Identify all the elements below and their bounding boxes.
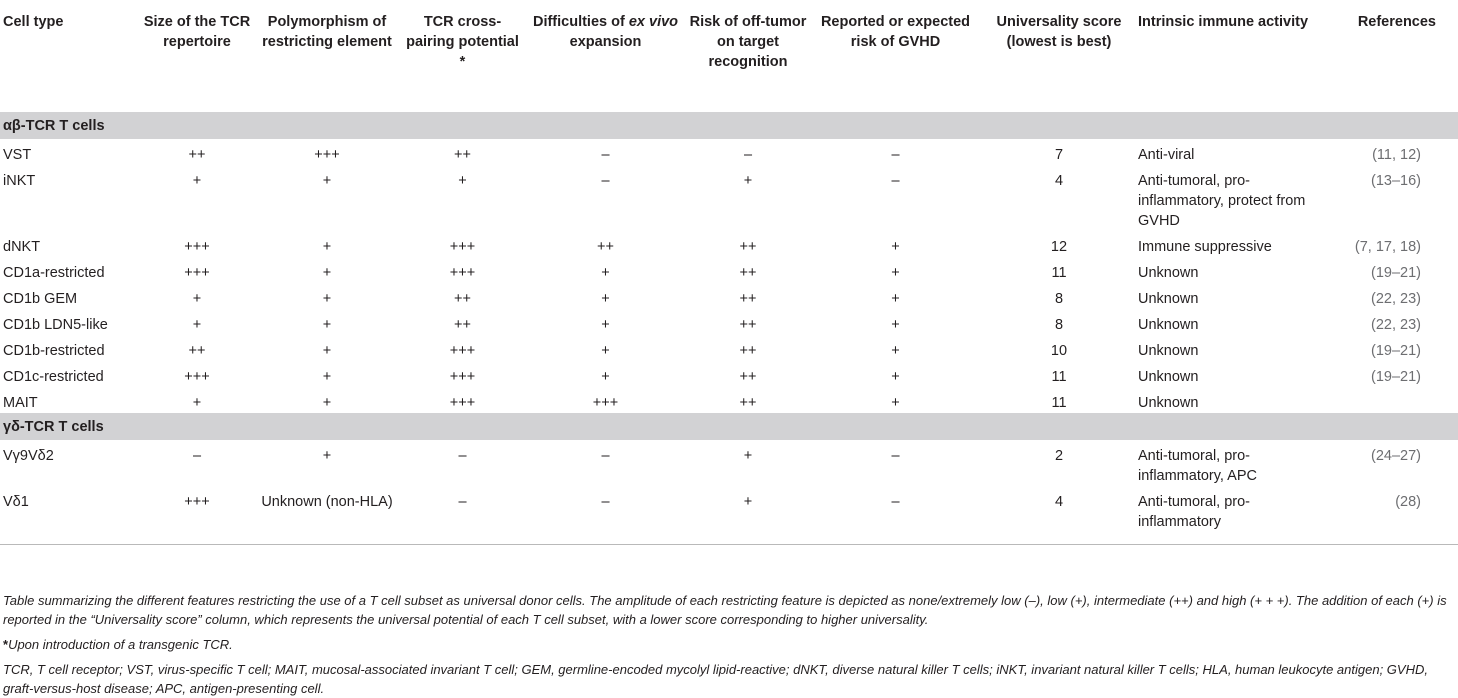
- footnote-symbol: *: [3, 637, 9, 652]
- polymorphism-value: +: [322, 265, 332, 281]
- score-value: 2: [1054, 448, 1064, 464]
- repertoire-value: +++: [184, 494, 210, 510]
- score-value: 4: [1054, 494, 1064, 510]
- table-caption: [3, 584, 1455, 698]
- gvhd-value: +: [891, 291, 900, 307]
- off-tumor-value: +: [743, 448, 753, 464]
- gvhd-value: +: [891, 343, 900, 359]
- immune-activity: Unknown: [1138, 343, 1199, 359]
- off-tumor-value: +: [743, 173, 753, 189]
- off-tumor-value: –: [743, 147, 753, 163]
- col-header-repertoire: Size of the TCR repertoire: [143, 14, 251, 50]
- cross-pairing-value: +++: [449, 239, 476, 255]
- footnote-text: Upon introduction of a transgenic TCR.: [8, 637, 233, 652]
- difficulties-value: +: [601, 369, 610, 385]
- polymorphism-value: +: [322, 448, 332, 464]
- cell-type: CD1b GEM: [3, 291, 78, 307]
- col-header-gvhd: Reported or expected risk of GVHD: [820, 14, 971, 50]
- gvhd-value: –: [891, 173, 900, 189]
- table-row: [0, 283, 1458, 309]
- polymorphism-value: +: [322, 173, 332, 189]
- repertoire-value: +: [192, 395, 202, 411]
- difficulties-value: +: [601, 291, 610, 307]
- polymorphism-value: +: [322, 369, 332, 385]
- repertoire-value: –: [192, 448, 202, 464]
- cell-type: iNKT: [3, 173, 36, 189]
- cross-pairing-value: +: [458, 173, 467, 189]
- repertoire-value: +++: [184, 265, 210, 281]
- cell-type: VST: [3, 147, 32, 163]
- table-row: [0, 440, 1458, 486]
- repertoire-value: +: [192, 173, 202, 189]
- immune-activity: Unknown: [1138, 395, 1199, 411]
- gvhd-value: –: [891, 147, 900, 163]
- immune-activity: Immune suppressive: [1138, 239, 1272, 255]
- references-value: (19–21): [1371, 369, 1421, 385]
- gvhd-value: +: [891, 369, 900, 385]
- difficulties-value: +++: [592, 395, 619, 411]
- cell-type: Vδ1: [3, 494, 29, 510]
- caption-legend: Table summarizing the different features restricting the use of a T cell subset as universal donor cells. The amplitude of each restricting feature is depicted as none/extremely low (–), low (+), intermediate (++) and high (+ + +). The addition of each (+) is reported in the “Universality score” column, which represents the universal potential of each T cell subset, with a lower score corresponding to higher universality.: [3, 593, 1447, 627]
- off-tumor-value: ++: [739, 395, 757, 411]
- gvhd-value: +: [891, 265, 900, 281]
- repertoire-value: ++: [188, 147, 206, 163]
- score-value: 7: [1054, 147, 1064, 163]
- off-tumor-value: ++: [739, 291, 757, 307]
- score-value: 11: [1051, 369, 1067, 385]
- immune-activity: Unknown: [1138, 369, 1199, 385]
- table-row: [0, 387, 1458, 413]
- section-title: αβ-TCR T cells: [0, 107, 1458, 139]
- gvhd-value: +: [891, 317, 900, 333]
- section-title: γδ-TCR T cells: [0, 413, 1458, 440]
- caption-footnote: [3, 635, 1455, 654]
- cross-pairing-value: –: [458, 448, 467, 464]
- table-row: [0, 231, 1458, 257]
- repertoire-value: +++: [184, 239, 210, 255]
- polymorphism-value: Unknown (non-HLA): [261, 494, 393, 510]
- header-row: [0, 0, 1458, 107]
- table-row: [0, 335, 1458, 361]
- cell-type: dNKT: [3, 239, 41, 255]
- difficulties-value: +: [601, 317, 610, 333]
- difficulties-value: +: [601, 265, 610, 281]
- difficulties-value: +: [601, 343, 610, 359]
- col-header-polymorphism: Polymorphism of restricting element: [262, 14, 392, 50]
- gvhd-value: +: [891, 239, 900, 255]
- references-value: (22, 23): [1371, 291, 1421, 307]
- cross-pairing-value: +++: [449, 369, 476, 385]
- table-row: [0, 165, 1458, 231]
- col-header-off-tumor: Risk of off-tumor on target recognition: [689, 14, 807, 70]
- cross-pairing-value: –: [458, 494, 467, 510]
- repertoire-value: ++: [188, 343, 206, 359]
- col-header-difficulties: Difficulties of ex vivo expansion: [532, 14, 679, 50]
- score-value: 11: [1051, 265, 1067, 281]
- polymorphism-value: +++: [314, 147, 340, 163]
- cell-type: CD1b LDN5-like: [3, 317, 108, 333]
- polymorphism-value: +: [322, 239, 332, 255]
- caption-abbreviations: TCR, T cell receptor; VST, virus-specific T cell; MAIT, mucosal-associated invariant T cell; GEM, germline-encoded mycolyl lipid-reactive; dNKT, diverse natural killer T cells; iNKT, invariant natural killer T cells; HLA, human leukocyte antigen; GVHD, graft-versus-host disease; APC, antigen-presenting cell.: [3, 662, 1428, 696]
- gvhd-value: –: [891, 494, 900, 510]
- table-row: [0, 361, 1458, 387]
- polymorphism-value: +: [322, 395, 332, 411]
- table-row: [0, 309, 1458, 335]
- score-value: 8: [1054, 317, 1064, 333]
- off-tumor-value: ++: [739, 265, 757, 281]
- references-value: (19–21): [1371, 265, 1421, 281]
- cross-pairing-value: +++: [449, 265, 476, 281]
- difficulties-value: –: [601, 448, 610, 464]
- section-header-row: [0, 413, 1458, 440]
- col-header-immune: Intrinsic immune activity: [1138, 14, 1309, 30]
- italic-term: ex vivo: [628, 14, 679, 30]
- immune-activity: Anti-tumoral, pro-inflammatory, APC: [1138, 448, 1257, 484]
- gvhd-value: +: [891, 395, 900, 411]
- cell-type: CD1b-restricted: [3, 343, 105, 359]
- cell-type: Vγ9Vδ2: [3, 448, 54, 464]
- difficulties-value: –: [601, 494, 610, 510]
- cell-type: CD1a-restricted: [3, 265, 105, 281]
- off-tumor-value: ++: [739, 369, 757, 385]
- off-tumor-value: ++: [739, 317, 757, 333]
- off-tumor-value: ++: [739, 239, 757, 255]
- table-body: [0, 107, 1458, 545]
- difficulties-value: ++: [597, 239, 614, 255]
- cell-type: CD1c-restricted: [3, 369, 104, 385]
- cross-pairing-value: +++: [449, 395, 476, 411]
- immune-activity: Unknown: [1138, 291, 1199, 307]
- table-row: [0, 139, 1458, 165]
- immune-activity: Anti-tumoral, pro-inflammatory, protect from GVHD: [1138, 173, 1306, 229]
- col-header-score: Universality score (lowest is best): [996, 14, 1122, 50]
- score-value: 8: [1054, 291, 1064, 307]
- references-value: (7, 17, 18): [1354, 239, 1421, 255]
- score-value: 11: [1051, 395, 1067, 411]
- polymorphism-value: +: [322, 343, 332, 359]
- repertoire-value: +++: [184, 369, 210, 385]
- immune-activity: Unknown: [1138, 317, 1199, 333]
- off-tumor-value: ++: [739, 343, 757, 359]
- references-value: (11, 12): [1372, 147, 1421, 163]
- references-value: (24–27): [1371, 448, 1421, 464]
- score-value: 10: [1050, 343, 1068, 359]
- references-value: (13–16): [1371, 173, 1421, 189]
- difficulties-value: –: [601, 173, 610, 189]
- immune-activity: Unknown: [1138, 265, 1199, 281]
- polymorphism-value: +: [322, 291, 332, 307]
- off-tumor-value: +: [743, 494, 753, 510]
- section-header-row: [0, 107, 1458, 139]
- cross-pairing-value: ++: [454, 147, 471, 163]
- repertoire-value: +: [192, 291, 202, 307]
- polymorphism-value: +: [322, 317, 332, 333]
- col-header-cell-type: Cell type: [3, 14, 64, 30]
- cross-pairing-value: ++: [454, 291, 471, 307]
- references-value: (22, 23): [1371, 317, 1421, 333]
- table-row: [0, 486, 1458, 545]
- immune-activity: Anti-tumoral, pro-inflammatory: [1138, 494, 1251, 530]
- score-value: 4: [1054, 173, 1064, 189]
- table-row: [0, 257, 1458, 283]
- cross-pairing-value: ++: [454, 317, 471, 333]
- immune-activity: Anti-viral: [1138, 147, 1195, 163]
- gvhd-value: –: [891, 448, 900, 464]
- score-value: 12: [1050, 239, 1068, 255]
- references-value: [1318, 387, 1458, 413]
- repertoire-value: +: [192, 317, 202, 333]
- col-header-cross-pairing: TCR cross-pairing potential *: [406, 14, 519, 70]
- cross-pairing-value: +++: [449, 343, 476, 359]
- col-header-references: References: [1357, 14, 1436, 30]
- cell-type: MAIT: [3, 395, 38, 411]
- references-value: (28): [1395, 494, 1421, 510]
- difficulties-value: –: [601, 147, 610, 163]
- references-value: (19–21): [1371, 343, 1421, 359]
